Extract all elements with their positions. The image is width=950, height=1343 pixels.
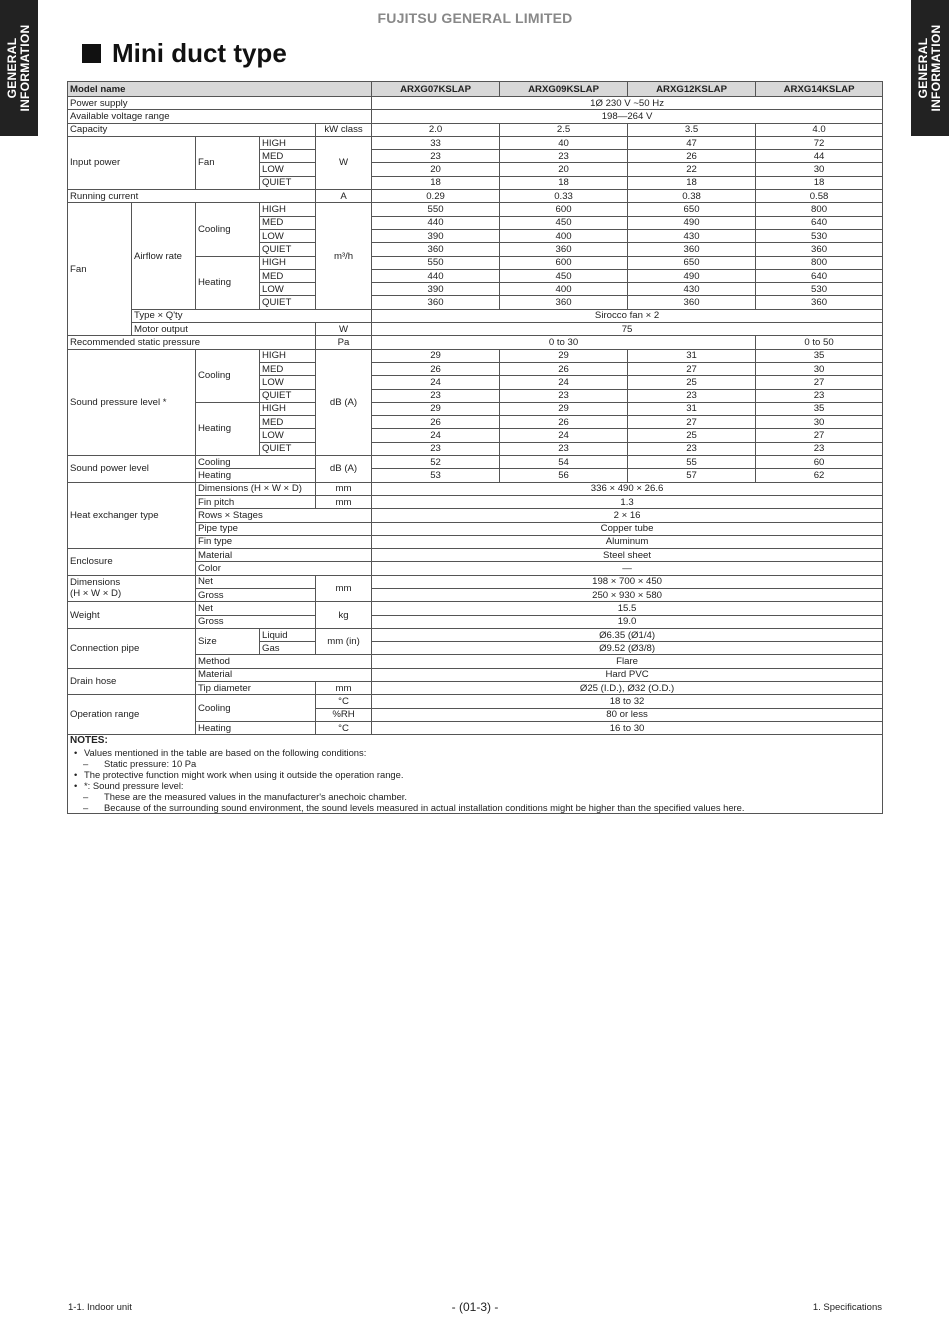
row-label: Heat exchanger type — [68, 482, 196, 548]
row-label: Capacity — [68, 123, 316, 136]
speed-label: HIGH — [260, 349, 316, 362]
cell-value: 0.33 — [500, 190, 628, 203]
cell-value: 336 × 490 × 26.6 — [372, 482, 883, 495]
dimensions-sublabel: (H × W × D) — [70, 588, 122, 600]
cell-value: 23 — [756, 389, 883, 402]
cell-value: 27 — [628, 416, 756, 429]
square-bullet-icon — [82, 44, 101, 63]
cell-value: 18 — [628, 176, 756, 189]
cell-value: 23 — [628, 442, 756, 455]
cell-value: Ø9.52 (Ø3/8) — [372, 642, 883, 655]
cell-value: 30 — [756, 362, 883, 375]
cell-value: 0 to 30 — [372, 336, 756, 349]
row-label: Type × Q'ty — [132, 309, 372, 322]
cell-value: 24 — [372, 429, 500, 442]
cell-value: 23 — [500, 442, 628, 455]
running-current-row — [68, 190, 883, 203]
unit-cell: kW class — [316, 123, 372, 136]
fan-type-row — [68, 309, 883, 322]
note-text: Static pressure: 10 Pa — [104, 758, 197, 770]
dimensions-row — [68, 575, 883, 588]
cell-value: 52 — [372, 456, 500, 469]
note-text: These are the measured values in the manufacturer's anechoic chamber. — [104, 791, 407, 803]
speed-label: HIGH — [260, 203, 316, 216]
unit-cell: mm — [316, 495, 372, 508]
cell-value: 31 — [628, 402, 756, 415]
bullet-marker: • — [74, 769, 78, 781]
cell-value: 56 — [500, 469, 628, 482]
cell-value: 18 to 32 — [372, 695, 883, 708]
operation-range-row — [68, 695, 883, 708]
cell-value: 390 — [372, 229, 500, 242]
connection-pipe-row — [68, 628, 883, 641]
speed-label: HIGH — [260, 402, 316, 415]
unit-cell: W — [316, 323, 372, 336]
footer-chapter-label: 1. Specifications — [812, 1302, 882, 1313]
cell-value: Copper tube — [372, 522, 883, 535]
cell-value: 55 — [628, 456, 756, 469]
cell-value: 2.5 — [500, 123, 628, 136]
cell-value: 24 — [500, 376, 628, 389]
cell-value: 44 — [756, 150, 883, 163]
cell-value: 30 — [756, 163, 883, 176]
unit-cell: °C — [316, 695, 372, 708]
cell-value: 18 — [500, 176, 628, 189]
cell-value: 490 — [628, 216, 756, 229]
speed-label: LOW — [260, 429, 316, 442]
cell-value: 3.5 — [628, 123, 756, 136]
unit-cell: mm (in) — [316, 628, 372, 655]
cell-value: 27 — [628, 362, 756, 375]
row-label: Fin type — [196, 535, 372, 548]
row-label: Input power — [68, 136, 196, 189]
weight-row — [68, 602, 883, 615]
cell-value: 27 — [756, 376, 883, 389]
cell-value: 650 — [628, 256, 756, 269]
cell-value: 54 — [500, 456, 628, 469]
cell-value: 53 — [372, 469, 500, 482]
cell-value: 400 — [500, 283, 628, 296]
row-label: Enclosure — [68, 549, 196, 576]
cell-value: 60 — [756, 456, 883, 469]
footer-section-label: 1-1. Indoor unit — [68, 1302, 132, 1313]
cell-value: 27 — [756, 429, 883, 442]
unit-cell: A — [316, 190, 372, 203]
drain-hose-row — [68, 668, 883, 681]
row-label: Tip diameter — [196, 682, 316, 695]
cell-value: 0.58 — [756, 190, 883, 203]
model-header: ARXG14KSLAP — [756, 82, 883, 97]
row-label: Gross — [196, 615, 316, 628]
cell-value: 33 — [372, 136, 500, 149]
cell-value: 23 — [372, 150, 500, 163]
cell-value: 25 — [628, 376, 756, 389]
dimensions-label: Dimensions — [70, 577, 121, 589]
cell-value: Flare — [372, 655, 883, 668]
side-tab-label: GENERAL INFORMATION — [5, 24, 32, 112]
cell-value: 20 — [372, 163, 500, 176]
row-label: Cooling — [196, 349, 260, 402]
cell-value: 24 — [500, 429, 628, 442]
row-label: Sound power level — [68, 456, 196, 483]
cell-value: 430 — [628, 229, 756, 242]
model-header: ARXG07KSLAP — [372, 82, 500, 97]
row-label: Fin pitch — [196, 495, 316, 508]
row-label: Heating — [196, 469, 316, 482]
cell-value: 640 — [756, 216, 883, 229]
row-label: Net — [196, 602, 316, 615]
model-name-label: Model name — [68, 82, 372, 97]
header-row — [68, 82, 883, 97]
cell-value: 25 — [628, 429, 756, 442]
row-label: Material — [196, 549, 372, 562]
note-line — [70, 769, 880, 780]
speed-label: QUIET — [260, 296, 316, 309]
row-label: Gas — [260, 642, 316, 655]
unit-cell: kg — [316, 602, 372, 629]
notes-title: NOTES: — [70, 735, 108, 747]
row-label: Sound pressure level * — [68, 349, 196, 455]
row-label: Heating — [196, 721, 316, 734]
row-label: Running current — [68, 190, 316, 203]
speed-label: LOW — [260, 229, 316, 242]
page-title — [82, 38, 287, 69]
cell-value: 640 — [756, 269, 883, 282]
unit-cell: W — [316, 136, 372, 189]
footer-page-number: - (01-3) - — [451, 1300, 499, 1314]
cell-value: 800 — [756, 203, 883, 216]
cell-value: 198 × 700 × 450 — [372, 575, 883, 588]
cell-value: 19.0 — [372, 615, 883, 628]
cell-value: 57 — [628, 469, 756, 482]
speed-label: QUIET — [260, 243, 316, 256]
cell-value: 26 — [372, 416, 500, 429]
cell-value: 450 — [500, 216, 628, 229]
cell-value: 30 — [756, 416, 883, 429]
speed-label: QUIET — [260, 176, 316, 189]
speed-label: QUIET — [260, 389, 316, 402]
dash-marker: – — [83, 758, 89, 770]
notes-section — [68, 735, 883, 814]
side-tab-label: GENERAL INFORMATION — [916, 24, 943, 112]
note-text: The protective function might work when using it outside the operation range. — [84, 769, 404, 781]
cell-value: 4.0 — [756, 123, 883, 136]
cell-value: Ø25 (I.D.), Ø32 (O.D.) — [372, 682, 883, 695]
row-label: Cooling — [196, 695, 316, 722]
row-label: Drain hose — [68, 668, 196, 695]
row-label: Fan — [196, 136, 260, 189]
airflow-row — [68, 203, 883, 216]
row-label: Gross — [196, 588, 316, 601]
cell-value: 2.0 — [372, 123, 500, 136]
row-label: Connection pipe — [68, 628, 196, 668]
cell-value: 40 — [500, 136, 628, 149]
speed-label: HIGH — [260, 256, 316, 269]
cell-value: 75 — [372, 323, 883, 336]
row-label: Power supply — [68, 97, 372, 110]
cell-value: 31 — [628, 349, 756, 362]
capacity-row — [68, 123, 883, 136]
speed-label: MED — [260, 150, 316, 163]
unit-cell: dB (A) — [316, 349, 372, 455]
sound-power-row — [68, 456, 883, 469]
bullet-marker: • — [74, 747, 78, 759]
cell-value: 62 — [756, 469, 883, 482]
row-label: Operation range — [68, 695, 196, 735]
cell-value: 23 — [500, 389, 628, 402]
cell-value: 26 — [500, 416, 628, 429]
cell-value: 440 — [372, 269, 500, 282]
speed-label: LOW — [260, 163, 316, 176]
row-label: Cooling — [196, 456, 316, 469]
cell-value: 23 — [628, 389, 756, 402]
cell-value: Ø6.35 (Ø1/4) — [372, 628, 883, 641]
cell-value: 530 — [756, 283, 883, 296]
row-label: Motor output — [132, 323, 316, 336]
speed-label: HIGH — [260, 136, 316, 149]
cell-value: 600 — [500, 256, 628, 269]
spec-table — [67, 81, 883, 814]
speed-label: MED — [260, 362, 316, 375]
unit-cell: Pa — [316, 336, 372, 349]
row-label: Heating — [196, 256, 260, 309]
unit-cell: mm — [316, 482, 372, 495]
cell-value: 26 — [628, 150, 756, 163]
note-line — [70, 758, 880, 769]
row-label: Liquid — [260, 628, 316, 641]
row-label: Dimensions (H × W × D) — [196, 482, 316, 495]
row-label: Pipe type — [196, 522, 372, 535]
cell-value: — — [372, 562, 883, 575]
cell-value: 2 × 16 — [372, 509, 883, 522]
heat-exchanger-row — [68, 482, 883, 495]
cell-value: 390 — [372, 283, 500, 296]
brand-header: FUJITSU GENERAL LIMITED — [377, 10, 573, 26]
row-label: Method — [196, 655, 372, 668]
cell-value: 0.29 — [372, 190, 500, 203]
cell-value: 430 — [628, 283, 756, 296]
unit-cell: °C — [316, 721, 372, 734]
unit-cell: %RH — [316, 708, 372, 721]
cell-value: 800 — [756, 256, 883, 269]
cell-value: 23 — [756, 442, 883, 455]
dash-marker: – — [83, 791, 89, 803]
cell-value: 26 — [372, 362, 500, 375]
dash-marker: – — [83, 802, 89, 814]
cell-value: 24 — [372, 376, 500, 389]
speed-label: QUIET — [260, 442, 316, 455]
cell-value: 23 — [500, 150, 628, 163]
input-power-row — [68, 136, 883, 149]
static-pressure-row — [68, 336, 883, 349]
cell-value: 18 — [756, 176, 883, 189]
cell-value: 23 — [372, 442, 500, 455]
speed-label: LOW — [260, 283, 316, 296]
motor-output-row — [68, 323, 883, 336]
cell-value: 360 — [756, 243, 883, 256]
note-line — [70, 802, 880, 813]
enclosure-row — [68, 549, 883, 562]
note-text: Values mentioned in the table are based on the following conditions: — [84, 747, 367, 759]
note-line — [70, 791, 880, 802]
cell-value: 80 or less — [372, 708, 883, 721]
row-label: Fan — [68, 203, 132, 336]
note-text: Because of the surrounding sound environment, the sound levels measured in actual installation conditions might be higher than the specified values here. — [104, 802, 745, 814]
cell-value: 35 — [756, 402, 883, 415]
row-label: Size — [196, 628, 260, 655]
cell-value: 0 to 50 — [756, 336, 883, 349]
cell-value: 15.5 — [372, 602, 883, 615]
note-line — [70, 780, 880, 791]
cell-value: 26 — [500, 362, 628, 375]
cell-value: 550 — [372, 203, 500, 216]
notes-row — [68, 735, 883, 814]
cell-value: 18 — [372, 176, 500, 189]
cell-value: 1Ø 230 V ~50 Hz — [372, 97, 883, 110]
cell-value: 360 — [500, 296, 628, 309]
cell-value: 360 — [628, 243, 756, 256]
row-label — [68, 575, 196, 602]
cell-value: 360 — [500, 243, 628, 256]
cell-value: 360 — [628, 296, 756, 309]
cell-value: Steel sheet — [372, 549, 883, 562]
unit-cell: mm — [316, 682, 372, 695]
cell-value: 29 — [500, 402, 628, 415]
cell-value: 490 — [628, 269, 756, 282]
cell-value: 550 — [372, 256, 500, 269]
row-label: Net — [196, 575, 316, 588]
speed-label: MED — [260, 416, 316, 429]
model-header: ARXG09KSLAP — [500, 82, 628, 97]
cell-value: 600 — [500, 203, 628, 216]
cell-value: Hard PVC — [372, 668, 883, 681]
cell-value: 20 — [500, 163, 628, 176]
cell-value: 360 — [372, 243, 500, 256]
cell-value: 360 — [372, 296, 500, 309]
cell-value: 198—264 V — [372, 110, 883, 123]
row-label: Rows × Stages — [196, 509, 372, 522]
unit-cell: mm — [316, 575, 372, 602]
cell-value: 400 — [500, 229, 628, 242]
cell-value: 47 — [628, 136, 756, 149]
note-line — [70, 747, 880, 758]
row-label: Weight — [68, 602, 196, 629]
bullet-marker: • — [74, 780, 78, 792]
cell-value: 440 — [372, 216, 500, 229]
cell-value: 29 — [500, 349, 628, 362]
cell-value: 22 — [628, 163, 756, 176]
cell-value: 29 — [372, 349, 500, 362]
voltage-range-row — [68, 110, 883, 123]
unit-cell: dB (A) — [316, 456, 372, 483]
cell-value: 450 — [500, 269, 628, 282]
cell-value: 35 — [756, 349, 883, 362]
speed-label: MED — [260, 216, 316, 229]
sound-pressure-row — [68, 349, 883, 362]
page-title-text: Mini duct type — [112, 38, 287, 68]
row-label: Cooling — [196, 203, 260, 256]
row-label: Recommended static pressure — [68, 336, 316, 349]
cell-value: Aluminum — [372, 535, 883, 548]
model-header: ARXG12KSLAP — [628, 82, 756, 97]
row-label: Color — [196, 562, 372, 575]
note-text: *: Sound pressure level: — [84, 780, 184, 792]
row-label: Heating — [196, 402, 260, 455]
cell-value: 360 — [756, 296, 883, 309]
cell-value: 1.3 — [372, 495, 883, 508]
cell-value: 650 — [628, 203, 756, 216]
speed-label: MED — [260, 269, 316, 282]
row-label: Available voltage range — [68, 110, 372, 123]
cell-value: 16 to 30 — [372, 721, 883, 734]
cell-value: 72 — [756, 136, 883, 149]
row-label: Airflow rate — [132, 203, 196, 309]
cell-value: 23 — [372, 389, 500, 402]
cell-value: 0.38 — [628, 190, 756, 203]
speed-label: LOW — [260, 376, 316, 389]
cell-value: 530 — [756, 229, 883, 242]
power-supply-row — [68, 97, 883, 110]
cell-value: 29 — [372, 402, 500, 415]
unit-cell: m³/h — [316, 203, 372, 309]
row-label: Material — [196, 668, 372, 681]
cell-value: 250 × 930 × 580 — [372, 588, 883, 601]
cell-value: Sirocco fan × 2 — [372, 309, 883, 322]
